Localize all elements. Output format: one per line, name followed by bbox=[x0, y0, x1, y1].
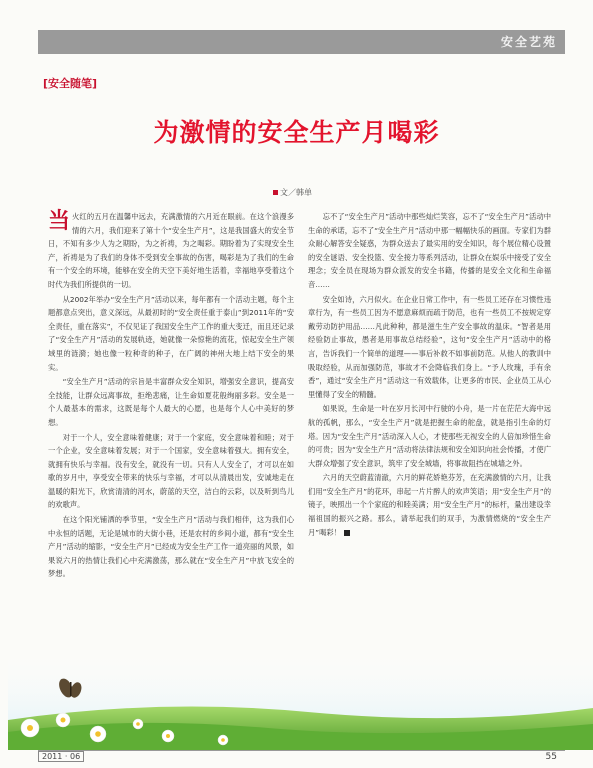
article-column-left bbox=[48, 210, 294, 582]
byline-text: 文／韩单 bbox=[280, 188, 312, 197]
paragraph-text: 六月的天空蔚蓝清澈，六月的鲜花娇艳芬芳，在充满激情的六月，让我们用“安全生产月”的花环，串起一片片醉人的欢声笑语；用“安全生产月”的镜子，映照出一个个家庭的和睦美满；用“安全生产月”的标杆，量出建设幸福祖国的振兴之路。那么，请举起我们的双手，为激情燃烧的“安全生产月”喝彩！ bbox=[308, 473, 551, 537]
footer-rule bbox=[38, 750, 565, 751]
issue-label bbox=[38, 752, 84, 761]
paragraph bbox=[48, 210, 294, 292]
byline bbox=[273, 187, 312, 198]
paragraph: “安全生产月”活动的宗旨是丰富群众安全知识，增强安全意识，提高安全技能，让群众远离事故，拒绝悲痛，让生命如夏花般绚丽多彩。安全是一个人最基本的需求，这既是每个人最大的心愿，也是每个人心中美好的梦想。 bbox=[48, 377, 294, 427]
column-tag: [安全随笔] bbox=[43, 77, 98, 90]
paragraph: 从2002年举办“安全生产月”活动以来，每年都有一个活动主题，每个主题都意点突出，意义深远，从最初时的“安全责任重于泰山”到2011年的“安全责任，重在落实”，不仅见证了我国安全生产工作的重大变迁，而且还记录了“安全生产月”活动的发展轨迹，她就像一朵惊艳的流花，惊起安全生产领域里的涟漪；她也像一粒种奇的种子，在广阔的神州大地上结下安全的果实。 bbox=[48, 294, 294, 372]
page-number: 55 bbox=[545, 752, 557, 762]
paragraph: 安全如诗，六月似火。在企业日常工作中，有一些员工还存在习惯性违章行为，有一些员工因为不愿意麻烦而疏于防范，也有一些员工不按规定穿戴劳动防护用品……凡此种种，都是滋生生产安全事故的温床。“智者是用经验防止事故，愚者是用事故总结经验”，这句“安全生产月”活动中的格言，告诉我们一个简单的道理——事后补救不如事前防范。从他人的教训中吸取经验，从而加强防范，事故才不会降临我们身上。“予人玫瑰，手有余香”，通过“安全生产月”活动这一有效载体，让更多的市民、企业员工从心里懂得了安全的精髓。 bbox=[308, 294, 551, 399]
end-mark-icon bbox=[344, 530, 350, 536]
header-bar bbox=[38, 30, 565, 54]
article-column-right bbox=[308, 210, 551, 540]
byline-marker-icon bbox=[273, 190, 278, 195]
paragraph: 在这个阳光铺洒的季节里，“安全生产月”活动与我们相伴，这为我们心中永恒的话题，无论是城市的大街小巷，还是农村的乡间小道，都有“安全生产月”活动的缩影，“安全生产月”已经成为安全生产工作一道亮丽的风景，如果说六月的热情让我们心中充满激荡，那么就在“安全生产月”中放飞安全的梦想。 bbox=[48, 515, 294, 579]
paragraph: 对于一个人，安全意味着健康；对于一个家庭，安全意味着和睦；对于一个企业，安全意味着发展；对于一个国家，安全意味着强大。拥有安全，就拥有快乐与幸福。没有安全，就没有一切。只有人人安全了，才可以在如歌的岁月中，享受安全带来的快乐与幸福，才可以从清晨出发，安诚地走在温暖的阳光下，欣赏清清的河水，蔚蓝的天空，洁白的云彩，以及听到鸟儿的欢歌声。 bbox=[48, 432, 294, 510]
paragraph bbox=[308, 471, 551, 539]
meadow-illustration bbox=[8, 650, 593, 750]
paragraph: 忘不了“安全生产月”活动中那些灿烂笑容，忘不了“安全生产月”活动中生命的承诺，忘不了“安全生产月”活动中那一幅幅快乐的画面。专家们为群众耐心解答安全疑惑，为群众送去了最实用的安全知识，每个展位精心设置的安全谜语、安全投篮、安全接力等系列活动，让群众在娱乐中接受了安全理念；安全员在现场为群众派发的安全书籍，传播的是安全文化和生命福音…… bbox=[308, 212, 551, 289]
issue-text: 2011 · 06 bbox=[38, 751, 84, 762]
paragraph-text: 火红的五月在温馨中远去，充满激情的六月近在眼前。在这个浪漫多情的六月，我们迎来了第十个“安全生产月”，这是我国盛大的安全节日，不知有多少人为之期盼，为之祈祷，为之喝彩。期盼着为了实现安全生产，祈祷是为了我们的身体不受到安全事故的伤害，喝彩是为了我们的生命有一个安全的环境，能够在安全的天空下美好地生活着，幸福地享受着这个时代为我们所提供的一切。 bbox=[48, 212, 294, 289]
paragraph: 如果说，生命是一叶在岁月长河中行驶的小舟，是一片在茫茫大海中远航的孤帆，那么，“安全生产月”就是把握生命的舵盘，就是指引生命的灯塔。因为“安全生产月”活动深入人心，才使那些无视安全的人倍加珍惜生命的可贵；因为“安全生产月”活动将法律法规和安全知识向社会传播，才使广大群众增强了安全意识，筑牢了安全城墙，将事故阻挡在城墙之外。 bbox=[308, 404, 551, 468]
section-label: 安全艺苑 bbox=[500, 35, 557, 49]
article-title: 为激情的安全生产月喝彩 bbox=[153, 118, 440, 147]
drop-cap: 当 bbox=[48, 209, 71, 234]
